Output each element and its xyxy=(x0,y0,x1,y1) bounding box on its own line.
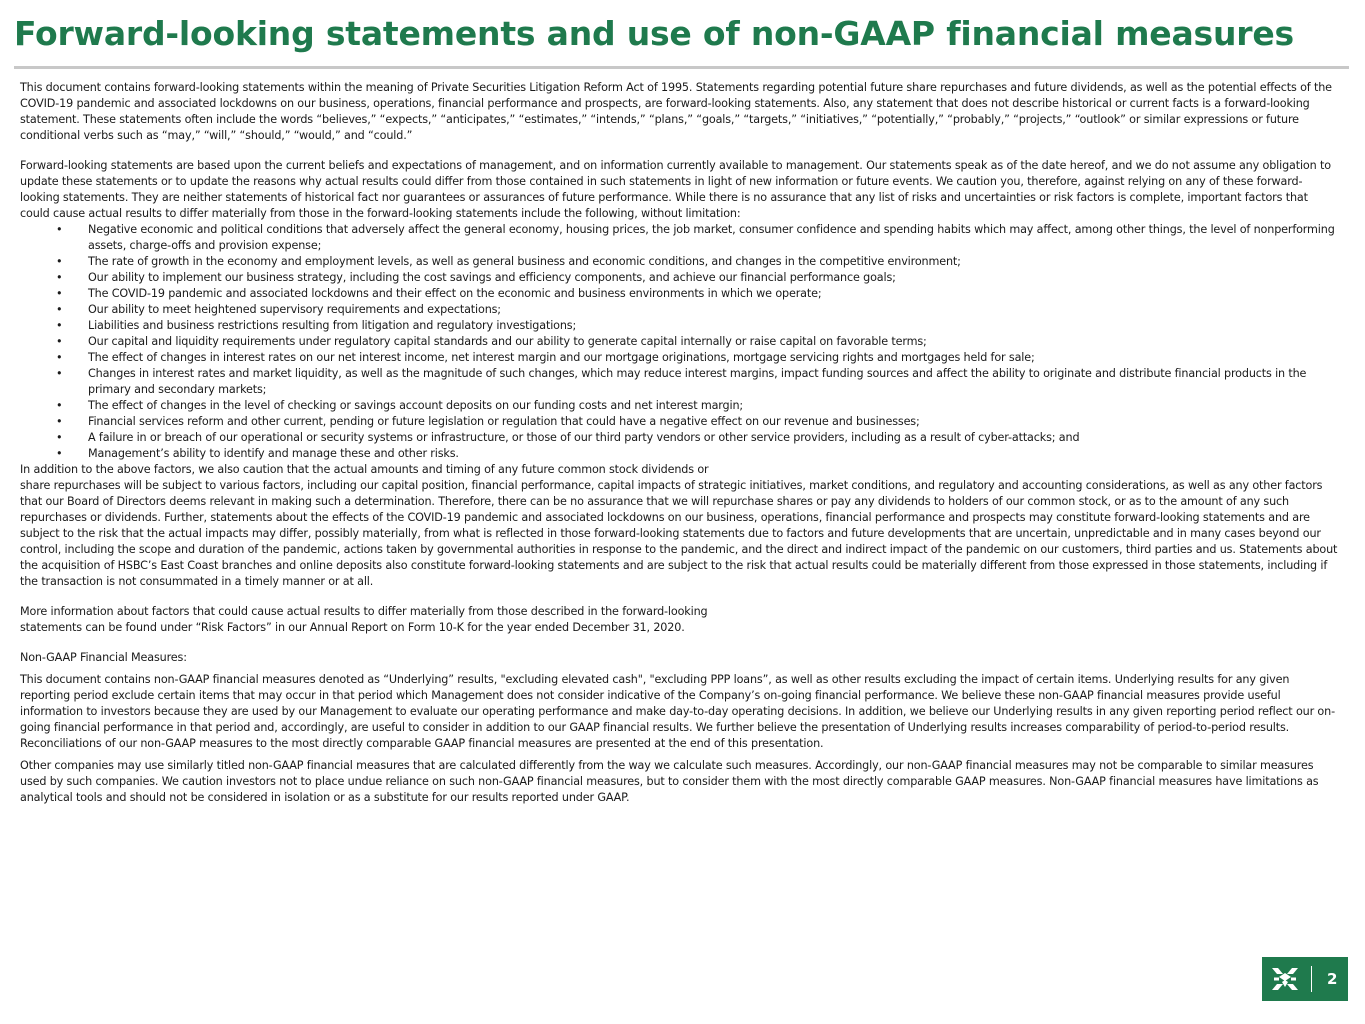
list-item-text: Liabilities and business restrictions resulting from litigation and regulatory investigations; xyxy=(88,319,577,332)
list-item-text: The rate of growth in the economy and employment levels, as well as general business and economic conditions, and changes in the competitive environment; xyxy=(88,255,961,268)
list-item xyxy=(20,398,1338,414)
more-information-line-2: statements can be found under “Risk Factors” in our Annual Report on Form 10-K for the year ended December 31, 2020. xyxy=(20,621,685,634)
list-item-text: Changes in interest rates and market liquidity, as well as the magnitude of such changes, which may reduce interest margins, impact funding sources and affect the ability to originate and distribute financial products in the primary and secondary markets; xyxy=(88,367,1307,396)
title-divider xyxy=(14,66,1349,69)
bullet-icon: • xyxy=(56,335,63,348)
list-item xyxy=(20,270,1338,286)
list-item-text: Negative economic and political conditions that adversely affect the general economy, housing prices, the job market, consumer confidence and spending habits which may affect, among other things, the level of nonperforming assets, charge-offs and provision expense; xyxy=(88,223,1335,252)
forward-looking-basis-paragraph: Forward-looking statements are based upon the current beliefs and expectations of management, and on information currently available to management. Our statements speak as of the date hereof, and we do not assume any obligation to update these statements or to update the reasons why actual results could differ from those contained in such statements in light of new information or future events. We caution you, therefore, against relying on any of these forward-looking statements. They are neither statements of historical fact nor guarantees or assurances of future performance. While there is no assurance that any list of risks and uncertainties or risk factors is complete, important factors that could cause actual results to differ materially from those in the forward-looking statements include the following, without limitation: xyxy=(20,159,1331,220)
citizens-logo-icon xyxy=(1271,965,1299,993)
list-item-text: The effect of changes in the level of checking or savings account deposits on our funding costs and net interest margin; xyxy=(88,399,744,412)
list-item xyxy=(20,222,1338,254)
bullet-icon: • xyxy=(56,399,63,412)
list-item xyxy=(20,254,1338,270)
list-item xyxy=(20,430,1338,446)
list-item xyxy=(20,334,1338,350)
footer-separator xyxy=(1311,966,1312,992)
bullet-icon: • xyxy=(56,431,63,444)
list-item-text: Our ability to meet heightened supervisory requirements and expectations; xyxy=(88,303,501,316)
list-item-text: Management’s ability to identify and manage these and other risks. xyxy=(88,447,459,460)
list-item xyxy=(20,318,1338,334)
other-companies-paragraph: Other companies may use similarly titled non-GAAP financial measures that are calculated differently from the way we calculate such measures. Accordingly, our non-GAAP financial measures may not be comparable to similar measures used by such companies. We caution investors not to place undue reliance on such non-GAAP financial measures, but to consider them with the most directly comparable GAAP measures. Non-GAAP financial measures have limitations as analytical tools and should not be considered in isolation or as a substitute for our results reported under GAAP. xyxy=(20,759,1319,804)
footer-brand-badge xyxy=(1262,957,1348,1001)
non-gaap-heading: Non-GAAP Financial Measures: xyxy=(20,651,187,664)
bullet-icon: • xyxy=(56,287,63,300)
list-item-text: The COVID-19 pandemic and associated lockdowns and their effect on the economic and business environments in which we operate; xyxy=(88,287,822,300)
bullet-icon: • xyxy=(56,367,63,380)
bullet-icon: • xyxy=(56,271,63,284)
list-item xyxy=(20,414,1338,430)
list-item xyxy=(20,350,1338,366)
more-information-line-1: More information about factors that could cause actual results to differ materially from those described in the forward-looking xyxy=(20,605,708,618)
list-item-text: Financial services reform and other current, pending or future legislation or regulation that could have a negative effect on our revenue and businesses; xyxy=(88,415,920,428)
list-item xyxy=(20,366,1338,398)
list-item-text: A failure in or breach of our operational or security systems or infrastructure, or those of our third party vendors or other service providers, including as a result of cyber-attacks; and xyxy=(88,431,1080,444)
bullet-icon: • xyxy=(56,223,63,236)
risk-factors-list xyxy=(20,222,1338,462)
bullet-icon: • xyxy=(56,351,63,364)
bullet-icon: • xyxy=(56,447,63,460)
list-item-text: Our capital and liquidity requirements under regulatory capital standards and our ability to generate capital internally or raise capital on favorable terms; xyxy=(88,335,927,348)
list-item xyxy=(20,302,1338,318)
list-item-text: Our ability to implement our business strategy, including the cost savings and efficiency components, and achieve our financial performance goals; xyxy=(88,271,896,284)
page-title: Forward-looking statements and use of non-GAAP financial measures xyxy=(14,14,1294,53)
list-item xyxy=(20,446,1338,462)
page-number: 2 xyxy=(1327,970,1338,988)
dividends-caution-line: In addition to the above factors, we also caution that the actual amounts and timing of any future common stock dividends or xyxy=(20,463,709,476)
bullet-icon: • xyxy=(56,319,63,332)
list-item-text: The effect of changes in interest rates on our net interest income, net interest margin and our mortgage originations, mortgage servicing rights and mortgages held for sale; xyxy=(88,351,1035,364)
bullet-icon: • xyxy=(56,255,63,268)
document-body xyxy=(20,80,1338,806)
bullet-icon: • xyxy=(56,415,63,428)
non-gaap-paragraph: This document contains non-GAAP financial measures denoted as “Underlying” results, "excluding elevated cash", "excluding PPP loans”, as well as other results excluding the impact of certain items. Underlying results for any given reporting period exclude certain items that may occur in that period which Management does not consider indicative of the Company’s on-going financial performance. We believe these non-GAAP financial measures provide useful information to investors because they are used by our Management to evaluate our operating performance and make day-to-day operating decisions. In addition, we believe our Underlying results in any given reporting period reflect our on-going financial performance in that period and, accordingly, are useful to consider in addition to our GAAP financial results. We further believe the presentation of Underlying results increases comparability of period-to-period results. Reconciliations of our non-GAAP measures to the most directly comparable GAAP financial measures are presented at the end of this presentation. xyxy=(20,673,1335,750)
intro-paragraph: This document contains forward-looking statements within the meaning of Private Securities Litigation Reform Act of 1995. Statements regarding potential future share repurchases and future dividends, as well as the potential effects of the COVID-19 pandemic and associated lockdowns on our business, operations, financial performance and prospects, are forward-looking statements. Also, any statement that does not describe historical or current facts is a forward-looking statement. These statements often include the words “believes,” “expects,” “anticipates,” “estimates,” “intends,” “plans,” “goals,” “targets,” “initiatives,” “potentially,” “probably,” “projects,” “outlook” or similar expressions or future conditional verbs such as “may,” “will,” “should,” “would,” and “could.” xyxy=(20,81,1332,142)
bullet-icon: • xyxy=(56,303,63,316)
dividends-caution-paragraph: share repurchases will be subject to various factors, including our capital position, financial performance, capital impacts of strategic initiatives, market conditions, and regulatory and accounting considerations, as well as any other factors that our Board of Directors deems relevant in making such a determination. Therefore, there can be no assurance that we will repurchase shares or pay any dividends to holders of our common stock, or as to the amount of any such repurchases or dividends. Further, statements about the effects of the COVID-19 pandemic and associated lockdowns on our business, operations, financial performance and prospects may constitute forward-looking statements and are subject to the risk that the actual impacts may differ, possibly materially, from what is reflected in those forward-looking statements due to factors and future developments that are uncertain, unpredictable and in many cases beyond our control, including the scope and duration of the pandemic, actions taken by governmental authorities in response to the pandemic, and the direct and indirect impact of the pandemic on our customers, third parties and us. Statements about the acquisition of HSBC’s East Coast branches and online deposits also constitute forward-looking statements and are subject to the risk that actual results could be materially different from those expressed in those statements, including if the transaction is not consummated in a timely manner or at all. xyxy=(20,479,1338,588)
list-item xyxy=(20,286,1338,302)
